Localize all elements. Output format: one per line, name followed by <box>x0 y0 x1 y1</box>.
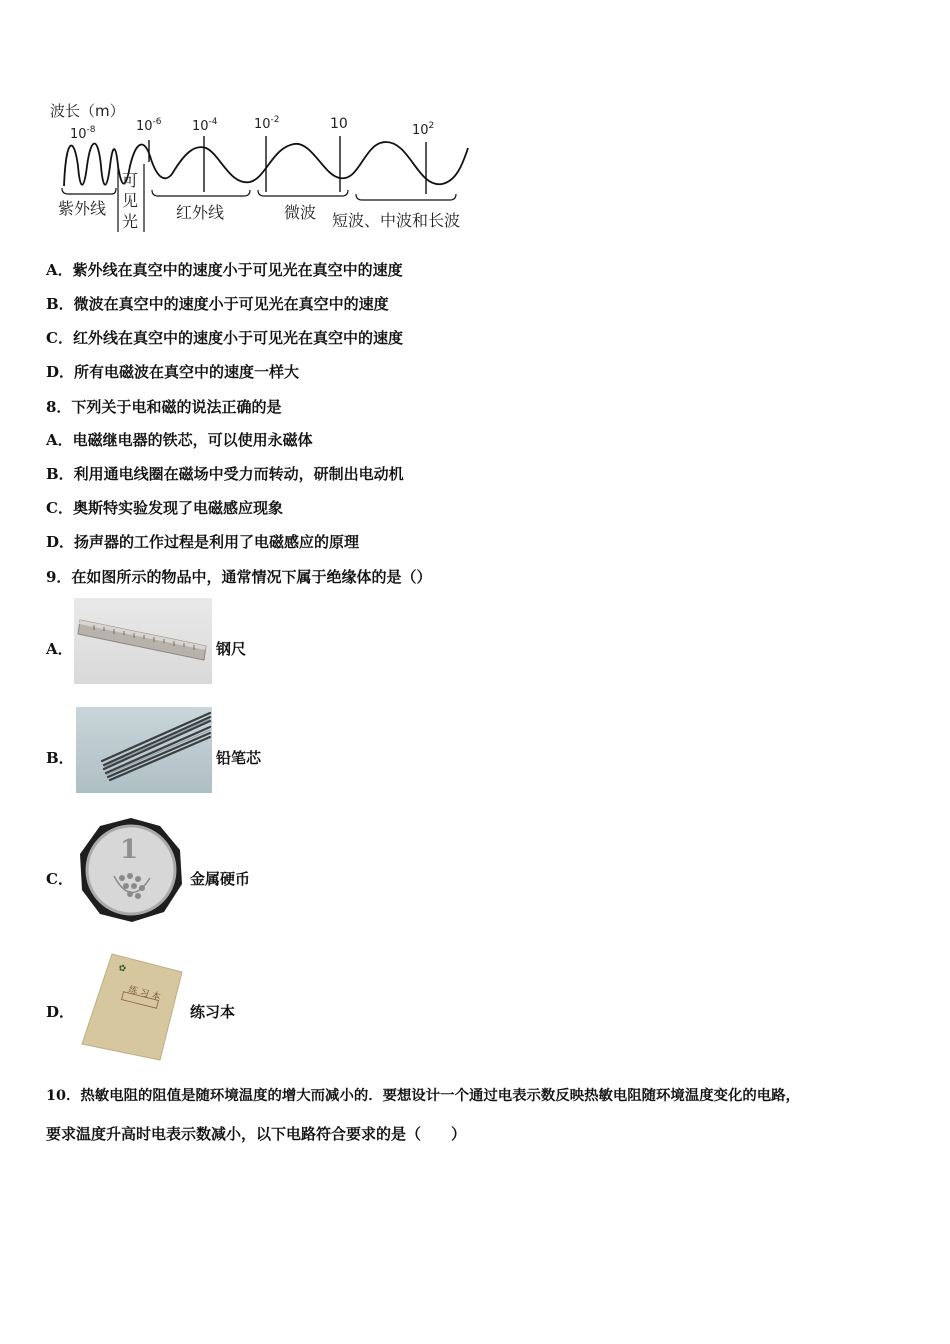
q9-option-a-letter: A． <box>46 640 73 658</box>
uv-brace <box>62 188 116 194</box>
radio-brace <box>356 194 456 200</box>
spectrum-diagram <box>44 96 484 236</box>
q7-option-c: C．红外线在真空中的速度小于可见光在真空中的速度 <box>46 329 403 347</box>
microwave-label: 微波 <box>284 203 317 222</box>
q10-text-line-2: 要求温度升高时电表示数减小，以下电路符合要求的是（ ） <box>46 1125 467 1143</box>
q8-option-c: C．奥斯特实验发现了电磁感应现象 <box>46 499 283 517</box>
q9-option-d-letter: D． <box>46 1003 75 1021</box>
q9-option-d-label: 练习本 <box>190 1003 236 1021</box>
q8-option-b: B．利用通电线圈在磁场中受力而转动，研制出电动机 <box>46 465 404 483</box>
q8-option-a: A．电磁继电器的铁芯，可以使用永磁体 <box>46 431 313 449</box>
q10-text-line-1: 10．热敏电阻的阻值是随环境温度的增大而减小的．要想设计一个通过电表示数反映热敏电阻随环境温度变化的电路， <box>46 1087 800 1104</box>
q7-option-d: D．所有电磁波在真空中的速度一样大 <box>46 363 300 381</box>
visible-label-1: 可 <box>122 171 139 190</box>
radio-label: 短波、中波和长波 <box>332 211 461 230</box>
q9-option-b-letter: B． <box>46 749 74 767</box>
metal-coin-image <box>76 816 186 924</box>
tick-label-1e2: $10^2$ <box>412 121 435 138</box>
q9-stem: 9．在如图所示的物品中，通常情况下属于绝缘体的是（） <box>46 568 432 586</box>
tick-label-1e-2: $10^{-2}$ <box>254 115 280 132</box>
ir-label: 红外线 <box>176 203 225 222</box>
q7-option-b: B．微波在真空中的速度小于可见光在真空中的速度 <box>46 295 389 313</box>
tick-label-1e-8: $10^{-8}$ <box>70 125 96 142</box>
tick-label-10: 10 <box>330 116 348 132</box>
wavelength-axis-label: 波长（m） <box>50 102 125 120</box>
svg-text:练 习 本: 练 习 本 <box>127 985 162 1003</box>
tick-label-1e-6: $10^{-6}$ <box>136 117 162 134</box>
q9-option-a-label: 钢尺 <box>216 640 247 658</box>
microwave-brace <box>258 190 348 196</box>
q8-option-d: D．扬声器的工作过程是利用了电磁感应的原理 <box>46 533 360 551</box>
q9-option-b-label: 铅笔芯 <box>216 749 262 767</box>
visible-label-2: 见 <box>122 191 139 210</box>
tick-label-1e-4: $10^{-4}$ <box>192 117 218 134</box>
svg-text:✿: ✿ <box>117 963 128 975</box>
steel-ruler-image <box>74 598 212 684</box>
visible-label-3: 光 <box>122 212 139 231</box>
ir-brace <box>152 190 250 196</box>
pencil-lead-image <box>76 707 212 793</box>
q8-stem: 8．下列关于电和磁的说法正确的是 <box>46 398 282 416</box>
q9-option-c-letter: C． <box>46 870 73 888</box>
uv-label: 紫外线 <box>58 199 107 218</box>
exercise-book-image <box>78 950 186 1064</box>
svg-text:1: 1 <box>120 835 139 865</box>
q9-option-c-label: 金属硬币 <box>190 870 251 888</box>
q7-option-a: A．紫外线在真空中的速度小于可见光在真空中的速度 <box>46 261 403 279</box>
